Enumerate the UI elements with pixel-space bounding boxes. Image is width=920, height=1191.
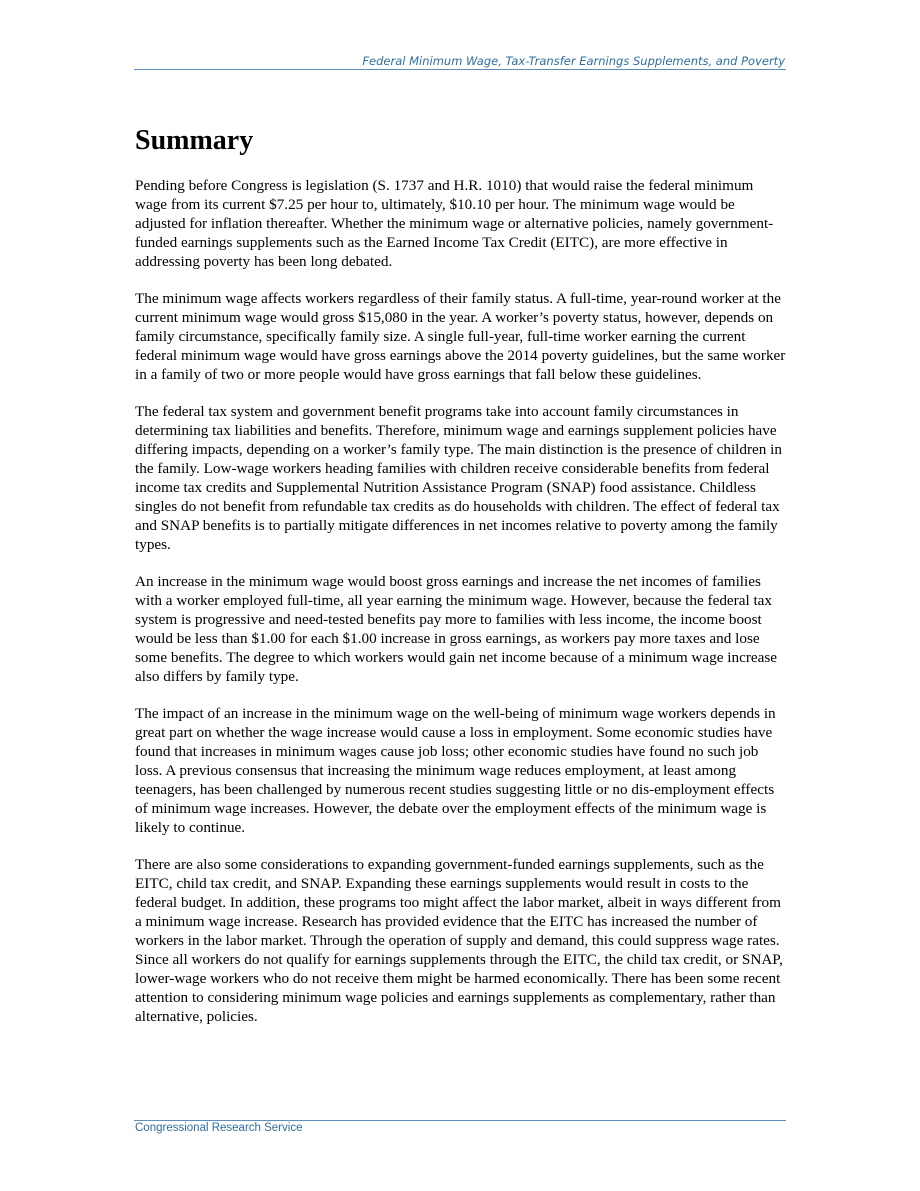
running-header: Federal Minimum Wage, Tax-Transfer Earnings Supplements, and Poverty	[362, 54, 785, 68]
section-title: Summary	[135, 125, 254, 156]
footer-divider	[134, 1120, 786, 1121]
summary-body	[135, 176, 787, 1044]
paragraph: An increase in the minimum wage would boost gross earnings and increase the net incomes of families with a worker employed full-time, all year earning the minimum wage. However, because the federal tax system is progressive and need-tested benefits pay more to families with less income, the income boost would be less than $1.00 for each $1.00 increase in gross earnings, as workers pay more taxes and lose some benefits. The degree to which workers would gain net income because of a minimum wage increase also differs by family type.	[135, 573, 778, 685]
paragraph: The federal tax system and government benefit programs take into account family circumstances in determining tax liabilities and benefits. Therefore, minimum wage and earnings supplement policies have differing impacts, depending on a worker’s family type. The main distinction is the presence of children in the family. Low-wage workers heading families with children receive considerable benefits from federal income tax credits and Supplemental Nutrition Assistance Program (SNAP) food assistance. Childless singles do not benefit from refundable tax credits as do households with children. The effect of federal tax and SNAP benefits is to partially mitigate differences in net incomes relative to poverty among the family types.	[135, 403, 782, 553]
paragraph: The minimum wage affects workers regardless of their family status. A full-time, year-round worker at the current minimum wage would gross $15,080 in the year. A worker’s poverty status, however, depends on family circumstance, specifically family size. A single full-year, full-time worker earning the current federal minimum wage would have gross earnings above the 2014 poverty guidelines, but the same worker in a family of two or more people would have gross earnings that fall below these guidelines.	[135, 290, 786, 383]
header-divider	[134, 69, 786, 70]
paragraph: There are also some considerations to expanding government-funded earnings supplements, such as the EITC, child tax credit, and SNAP. Expanding these earnings supplements would result in costs to the federal budget. In addition, these programs too might affect the labor market, albeit in ways different from a minimum wage increase. Research has provided evidence that the EITC has increased the number of workers in the labor market. Through the operation of supply and demand, this could suppress wage rates. Since all workers do not qualify for earnings supplements through the EITC, the child tax credit, or SNAP, lower-wage workers who do not receive them might be harmed economically. There has been some recent attention to considering minimum wage policies and earnings supplements as complementary, rather than alternative, policies.	[135, 856, 783, 1025]
paragraph: Pending before Congress is legislation (S. 1737 and H.R. 1010) that would raise the federal minimum wage from its current $7.25 per hour to, ultimately, $10.10 per hour. The minimum wage would be adjusted for inflation thereafter. Whether the minimum wage or alternative policies, namely government-funded earnings supplements such as the Earned Income Tax Credit (EITC), are more effective in addressing poverty has been long debated.	[135, 177, 774, 270]
paragraph: The impact of an increase in the minimum wage on the well-being of minimum wage workers depends in great part on whether the wage increase would cause a loss in employment. Some economic studies have found that increases in minimum wages cause job loss; other economic studies have found no such job loss. A previous consensus that increasing the minimum wage reduces employment, at least among teenagers, has been challenged by numerous recent studies suggesting little or no dis-employment effects of minimum wage increases. However, the debate over the employment effects of the minimum wage is likely to continue.	[135, 705, 776, 836]
footer-publisher: Congressional Research Service	[135, 1122, 303, 1134]
